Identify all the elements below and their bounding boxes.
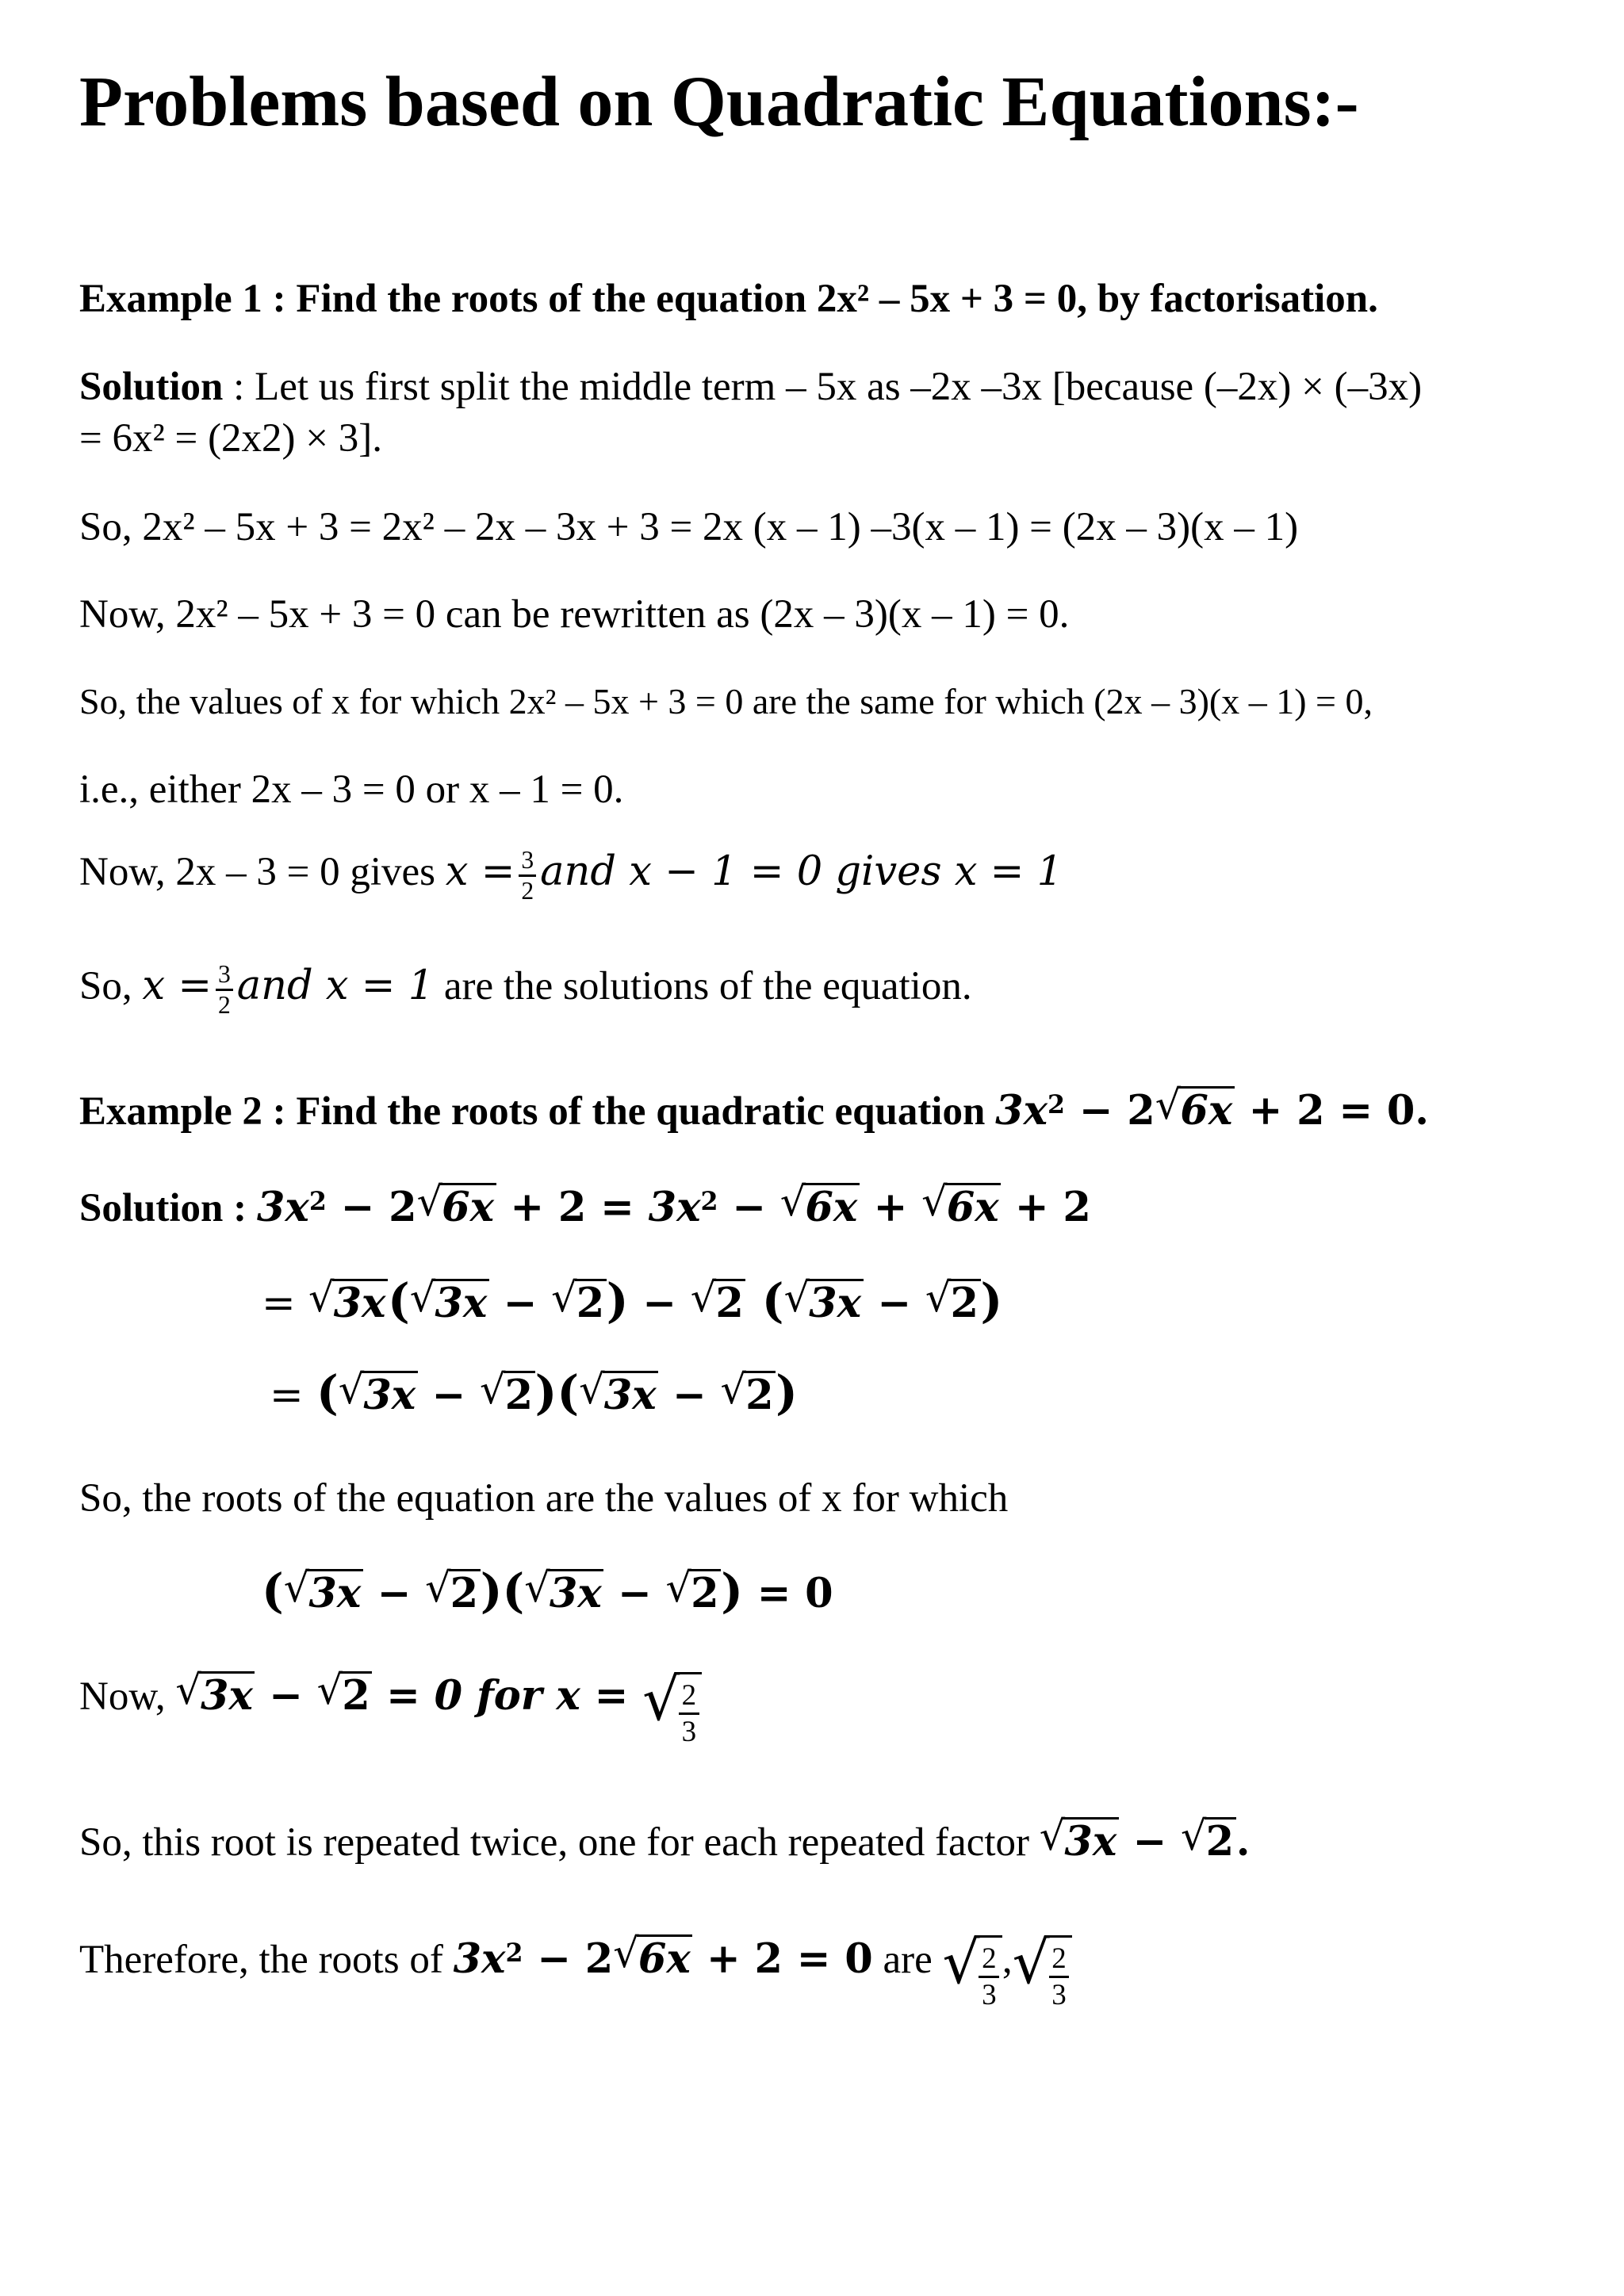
repeated-text: So, this root is repeated twice, one for each repeated factor — [79, 1820, 1040, 1866]
solution-label: Solution — [79, 365, 224, 409]
sqrt-3x: √ 3x — [339, 1371, 418, 1418]
gives-math-tail: and x − 1 = 0 gives x = 1 — [540, 848, 1063, 895]
fraction-numerator: 3 — [216, 961, 233, 991]
sqrt-2: √ 2 — [666, 1569, 722, 1616]
fraction-denominator: 2 — [217, 991, 231, 1020]
for-text: = 0 for x = — [386, 1672, 629, 1720]
are-text: are — [872, 1938, 943, 1983]
sqrt-2: √ 2 — [551, 1279, 607, 1326]
sqrt-3x: √ 3x — [1040, 1817, 1119, 1864]
example-1-solution-line-2: = 6x² = (2x2) × 3]. — [79, 416, 383, 461]
sqrt-6x: √ 6x — [417, 1183, 496, 1230]
sqrt-6x: √ 6x — [613, 1934, 692, 1981]
sqrt-2: √ 2 — [425, 1569, 481, 1616]
sqrt-2: √ 2 — [317, 1671, 373, 1718]
fraction-three-halves — [519, 847, 536, 905]
example-1-step-values: So, the values of x for which 2x² – 5x + 3 = 0 are the same for which (2x – 3)(x – 1) = 0, — [79, 681, 1373, 721]
example-2-roots-statement: So, the roots of the equation are the values of x for which — [79, 1476, 1009, 1521]
gives-prefix: Now, 2x – 3 = 0 gives — [79, 849, 446, 894]
sqrt-2: √ 2 — [480, 1371, 535, 1418]
sqrt-2: √ 2 — [1181, 1817, 1236, 1864]
solution-text: : Let us first split the middle term – 5x as –2x –3x [because (–2x) × (–3x) — [223, 365, 1423, 409]
example-2-solution-line-3: = (√ 3x − √ 2)(√ 3x − √ 2) — [270, 1370, 798, 1418]
sqrt-3x: √ 3x — [308, 1279, 388, 1326]
sqrt-two-thirds: √ $\frac{2}{3}$ — [943, 1935, 1002, 2010]
solution-label: Solution : — [79, 1186, 257, 1231]
therefore-prefix: Therefore, the roots of — [79, 1938, 454, 1983]
example-1-question: Example 1 : Find the roots of the equation 2x² – 5x + 3 = 0, by factorisation. — [79, 277, 1378, 321]
example-2-question — [79, 1086, 1429, 1133]
sqrt-3x: √ 3x — [579, 1371, 658, 1418]
conclusion-suffix: are the solutions of the equation. — [434, 963, 972, 1008]
solution-expression-1: $3x^2 - 2√$ $6x + 2 = 3x^2$ − √ 6x + √ 6x + 2 — [257, 1184, 1091, 1231]
sqrt-6x: √ 6x — [780, 1183, 860, 1230]
sqrt-6x: √ 6x — [1155, 1086, 1235, 1133]
sqrt-two-thirds: √ $\frac{2}{3}$ — [1013, 1935, 1072, 2010]
fraction-numerator: 3 — [519, 847, 536, 877]
example-2-equation: $3x^2 - 2√$ 6x + 2 = 0. — [995, 1087, 1429, 1135]
sqrt-2: √ 2 — [691, 1279, 746, 1326]
sqrt-3x: √ 3x — [524, 1569, 603, 1616]
conclusion-prefix: So, — [79, 963, 143, 1008]
example-2-final-roots: Therefore, the roots of $3x^2 - 2√$ 6x + 2 = 0 are √ $\frac{2}{3}$ , √ $\frac{2}{3}$ — [79, 1934, 1072, 2010]
example-2-solution-line-1 — [79, 1183, 1091, 1230]
example-1-step-gives — [79, 847, 1063, 905]
sqrt-2: √ 2 — [720, 1371, 776, 1418]
sqrt-6x: √ 6x — [921, 1183, 1001, 1230]
sqrt-3x: √ 3x — [784, 1279, 864, 1326]
sqrt-two-thirds: √ $\frac{2}{3}$ — [642, 1672, 702, 1747]
now-prefix: Now, — [79, 1674, 176, 1720]
example-2-question-text: Example 2 : Find the roots of the quadratic equation — [79, 1089, 996, 1135]
example-1-solution-line-1 — [79, 367, 1422, 408]
sqrt-3x: √ 3x — [284, 1569, 363, 1616]
sqrt-3x: √ 3x — [410, 1279, 489, 1326]
fraction-three-halves — [216, 961, 233, 1019]
conclusion-math-x: x = — [142, 962, 213, 1009]
example-2-root-value: Now, √ 3x − √ 2 = 0 for x = √ $\frac{2}{3}$ — [79, 1671, 702, 1747]
example-1-step-either: i.e., either 2x – 3 = 0 or x – 1 = 0. — [79, 767, 624, 812]
example-1-step-factorise: So, 2x² – 5x + 3 = 2x² – 2x – 3x + 3 = 2x (x – 1) –3(x – 1) = (2x – 3)(x – 1) — [79, 505, 1299, 549]
page-title: Problems based on Quadratic Equations:- — [79, 63, 1359, 141]
example-1-conclusion — [79, 961, 972, 1019]
example-2-factored-equation: (√ 3x − √ 2)(√ 3x − √ 2) = 0 — [262, 1568, 833, 1616]
example-2-repeated-root: So, this root is repeated twice, one for each repeated factor √ 3x − √ 2. — [79, 1817, 1250, 1864]
fraction-denominator: 2 — [521, 877, 534, 905]
sqrt-3x: √ 3x — [175, 1671, 255, 1718]
example-1-step-rewrite: Now, 2x² – 5x + 3 = 0 can be rewritten as (2x – 3)(x – 1) = 0. — [79, 592, 1070, 637]
gives-math-x: x = — [445, 848, 515, 895]
conclusion-math-mid: and x = 1 — [236, 962, 435, 1009]
example-2-solution-line-2: = √ 3x(√ 3x − √ 2) − √ 2 (√ 3x − √ 2) — [262, 1278, 1002, 1326]
sqrt-2: √ 2 — [925, 1279, 981, 1326]
